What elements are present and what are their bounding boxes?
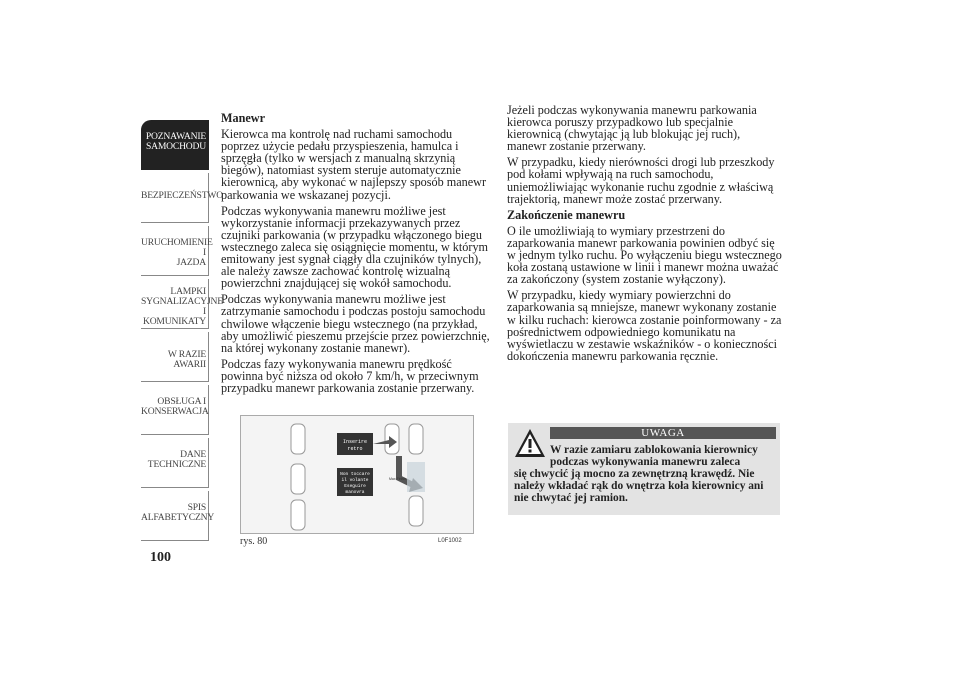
tab-poznawanie-samochodu[interactable]: POZNAWANIE SAMOCHODU	[141, 120, 209, 170]
section-heading-zakonczenie: Zakończenie manewru	[507, 207, 626, 222]
tab-spis-alfabetyczny[interactable]: SPIS ALFABETYCZNY	[141, 491, 209, 541]
page-number: 100	[150, 550, 171, 565]
parking-figure	[240, 415, 474, 534]
figure-code: L0F1002	[438, 538, 462, 544]
paragraph: Jeżeli podczas wykonywania manewru parkowania kierowca poruszy przypadkowo lub specjalnie kierownicą (chwytając ją lub blokując jej ruch), manewr zostanie przerwany.	[507, 103, 757, 154]
svg-text:Max Finish: Max Finish	[389, 477, 406, 481]
warning-text: W razie zamiaru zablokowania kierownicy podczas wykonywania manewru zaleca się chwycić ją mocno za zewnętrzną krawędź. Nie należy wkładać rąk do wnętrza koła kierownicy ani nie chwytać jej ramion.	[514, 444, 764, 505]
svg-text:manovra: manovra	[345, 490, 365, 495]
svg-text:Eseguire: Eseguire	[344, 484, 366, 489]
svg-text:retro: retro	[347, 446, 363, 452]
svg-text:Non toccare: Non toccare	[340, 472, 370, 477]
paragraph: Kierowca ma kontrolę nad ruchami samochodu poprzez użycie pedału przyspieszenia, hamulca i sprzęgła (tylko w wersjach z manualną skrzynią biegów), natomiast system steruje automatycznie kierownicą, aby wykonać w najlepszy sposób manewr parkowania we wskazanej pozycji.	[221, 127, 487, 202]
tab-bezpieczenstwo[interactable]: BEZPIECZEŃSTWO	[141, 173, 209, 223]
paragraph: O ile umożliwiają to wymiary przestrzeni do zaparkowania manewr parkowania powinien odbyć się w jednym tylko ruchu. Po wyłączeniu biegu wstecznego koła zostaną ustawione w linii i manewr można uważać za zakończony (system zostanie wyłączony).	[507, 223, 782, 287]
warning-title: UWAGA	[550, 427, 776, 439]
right-column	[507, 104, 782, 366]
tab-w-razie-awarii[interactable]: W RAZIE AWARII	[141, 332, 209, 382]
section-heading-manewr: Manewr	[221, 111, 265, 125]
svg-text:Inserire: Inserire	[342, 439, 368, 445]
parking-illustration	[241, 416, 473, 533]
left-column	[221, 112, 493, 398]
paragraph: W przypadku, kiedy wymiary powierzchni do zaparkowania są mniejsze, manewr wykonany zostanie w kilku ruchach: kierowca zostanie poinformowany - za pośrednictwem odpowiedniego komunikatu na wyświetlaczu w zestawie wskaźników - o konieczności dokończenia manewru parkowania ręcznie.	[507, 288, 782, 363]
paragraph: Podczas wykonywania manewru możliwe jest zatrzymanie samochodu i podczas postoju samochodu chwilowe włączenie biegu wstecznego (na przykład, aby umożliwić pieszemu przejście przez powierzchnię, na której wykonany zostanie manewr).	[221, 292, 490, 355]
tab-obsluga-i-konserwacja[interactable]: OBSŁUGA I KONSERWACJA	[141, 385, 209, 435]
figure-caption: rys. 80	[240, 536, 268, 547]
paragraph: Podczas fazy wykonywania manewru prędkość powinna być niższa od około 7 km/h, w przeciwnym przypadku manewr parkowania zostanie przerwany.	[221, 356, 479, 395]
paragraph: W przypadku, kiedy nierówności drogi lub przeszkody pod kołami wpływają na ruch samochodu, uniemożliwiając wykonanie ruchu zgodnie z właściwą trajektorią, manewr może zostać przerwany.	[507, 155, 775, 206]
tab-lampki-sygnalizacyjne[interactable]: LAMPKI SYGNALIZACYJNE I KOMUNIKATY	[141, 279, 209, 329]
paragraph: Podczas wykonywania manewru możliwe jest wykorzystanie informacji przekazywanych przez czujniki parkowania (w przypadku włączonego biegu wstecznego zaleca się osiągnięcie momentu, w którym emitowany jest sygnał ciągły dla czujników tylnych), ale należy zawsze zachować kontrolę wizualną powierzchni znajdującej się wokół samochodu.	[221, 203, 489, 291]
warning-box	[508, 423, 780, 515]
svg-text:il volante: il volante	[341, 478, 369, 483]
tab-dane-techniczne[interactable]: DANE TECHNICZNE	[141, 438, 209, 488]
tab-uruchomienie-i-jazda[interactable]: URUCHOMIENIE I JAZDA	[141, 226, 209, 276]
